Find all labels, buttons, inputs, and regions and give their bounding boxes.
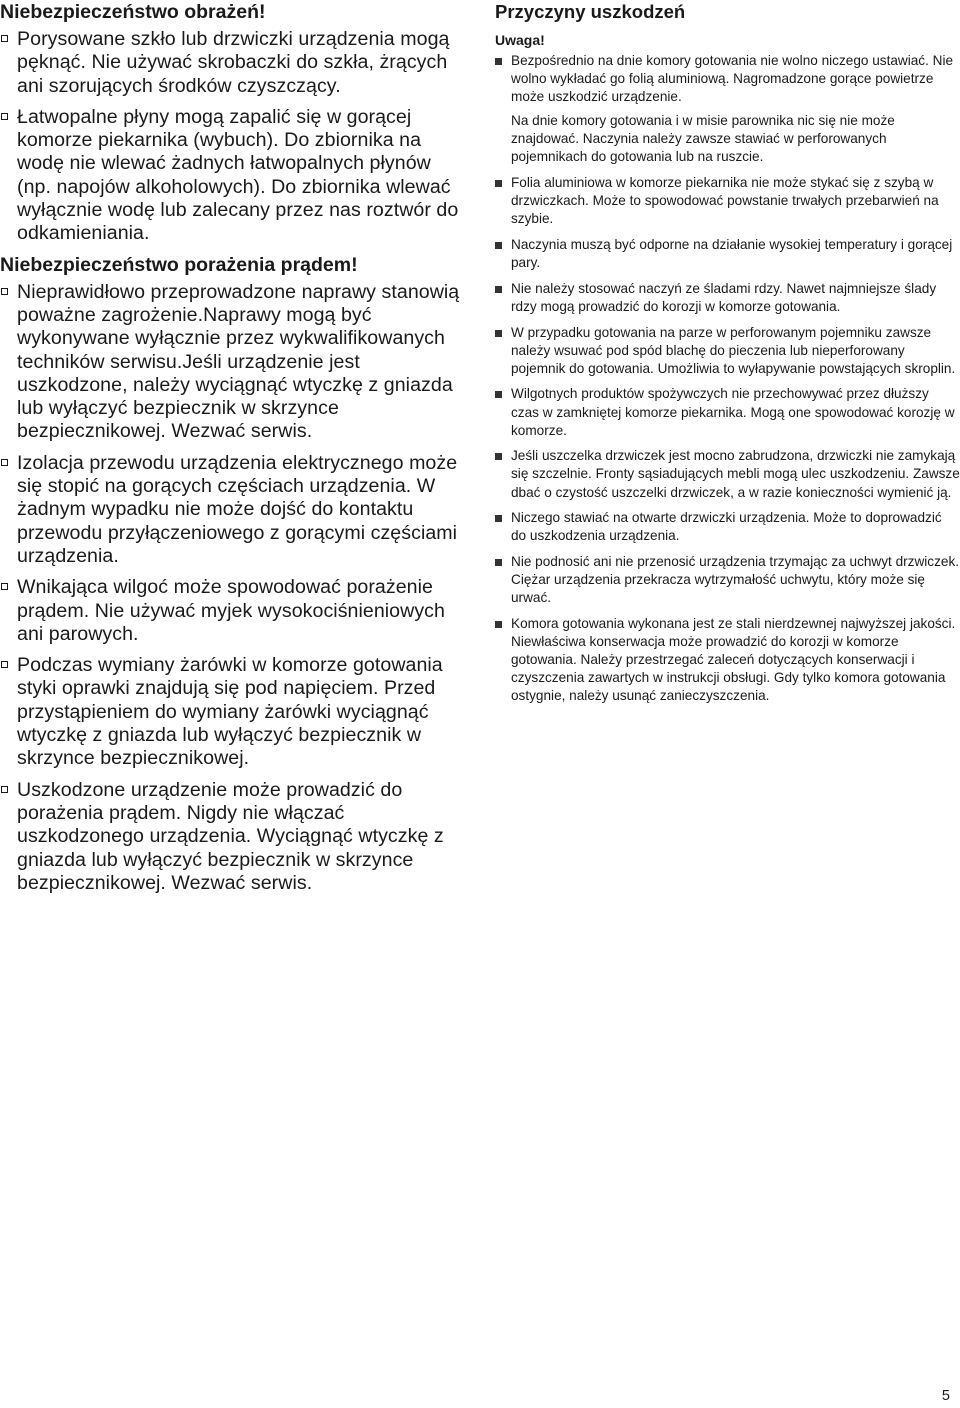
square-bullet-icon [495,391,502,398]
square-bullet-icon [495,286,502,293]
square-bullet-icon [1,113,8,120]
heading-injury-hazard: Niebezpieczeństwo obrażeń! [0,1,266,23]
list-item: Wnikająca wilgoć może spowodować porażenie prądem. Nie używać myjek wysokociśnieniowych ani parowych. [0,576,468,646]
page-number: 5 [941,1388,950,1404]
list-item: Nie podnosić ani nie przenosić urządzenia trzymając za uchwyt drzwiczek. Ciężar urządzenia przekracza wytrzymałość uchwytu, który może się urwać. [495,553,960,607]
list-item: Uszkodzone urządzenie może prowadzić do porażenia prądem. Nigdy nie włączać uszkodzonego urządzenia. Wyciągnąć wtyczkę z gniazda lub wyłączyć bezpiecznik w skrzynce bezpiecznikowej. Wezwać serwis. [0,779,468,895]
list-item: Porysowane szkło lub drzwiczki urządzenia mogą pęknąć. Nie używać skrobaczki do szkła, żrących ani szorujących środków czyszczący. [0,28,468,98]
square-bullet-icon [1,786,8,793]
injury-hazard-list [0,28,468,246]
list-item: Izolacja przewodu urządzenia elektrycznego może się stopić na gorących częściach urządzenia. W żadnym wypadku nie może dojść do kontaktu przewodu przyłączeniowego z gorącymi częściami urządzenia. [0,452,468,568]
list-item: Folia aluminiowa w komorze piekarnika nie może stykać się z szybą w drzwiczkach. Może to spowodować powstanie trwałych przebarwień na szybie. [495,174,960,228]
list-item: Wilgotnych produktów spożywczych nie przechowywać przez dłuższy czas w zamkniętej komorze piekarnika. Mogą one spowodować korozję w komorze. [495,385,960,439]
square-bullet-icon [495,180,502,187]
square-bullet-icon [495,330,502,337]
square-bullet-icon [1,35,8,42]
heading-damage-causes: Przyczyny uszkodzeń [495,1,686,22]
damage-causes-list [495,52,960,705]
square-bullet-icon [1,661,8,668]
square-bullet-icon [495,58,502,65]
list-item: Bezpośrednio na dnie komory gotowania nie wolno niczego ustawiać. Nie wolno wykładać go folią aluminiową. Nagromadzone gorące powietrze może uszkodzić urządzenie. Na dnie komory gotowania i w misie parownika nic się nie może znajdować. Naczynia należy zawsze stawiać w perforowanych pojemnikach do gotowania lub na ruszcie. [495,52,960,167]
list-item: Podczas wymiany żarówki w komorze gotowania styki oprawki znajdują się pod napięciem. Przed przystąpieniem do wymiany żarówki wyciągnąć wtyczkę z gniazda lub wyłączyć bezpiecznik w skrzynce bezpiecznikowej. [0,654,468,770]
electric-shock-list [0,281,468,895]
list-item: Nieprawidłowo przeprowadzone naprawy stanowią poważne zagrożenie.Naprawy mogą być wykonywane wyłącznie przez wykwalifikowanych techników serwisu.Jeśli urządzenie jest uszkodzone, należy wyciągnąć wtyczkę z gniazda lub wyłączyć bezpiecznik w skrzynce bezpiecznikowej. Wezwać serwis. [0,281,468,444]
right-column [495,0,960,713]
warning-label: Uwaga! [495,32,545,48]
square-bullet-icon [495,621,502,628]
square-bullet-icon [1,583,8,590]
square-bullet-icon [1,288,8,295]
list-item: Łatwopalne płyny mogą zapalić się w gorącej komorze piekarnika (wybuch). Do zbiornika na wodę nie wlewać żadnych łatwopalnych płynów (np. napojów alkoholowych). Do zbiornika wlewać wyłącznie wodę lub zalecany przez nas roztwór do odkamieniania. [0,106,468,246]
list-item: Komora gotowania wykonana jest ze stali nierdzewnej najwyższej jakości. Niewłaściwa konserwacja może prowadzić do korozji w komorze gotowania. Należy przestrzegać zaleceń dotyczących konserwacji i czyszczenia zawartych w instrukcji obsługi. Gdy tylko komora gotowania ostygnie, należy usunąć zanieczyszczenia. [495,615,960,705]
list-item: Jeśli uszczelka drzwiczek jest mocno zabrudzona, drzwiczki nie zamykają się szczelnie. Fronty sąsiadujących mebli mogą ulec uszkodzeniu. Zawsze dbać o czystość uszczelki drzwiczek, a w razie konieczności wymienić ją. [495,447,960,501]
square-bullet-icon [495,453,502,460]
list-item: Naczynia muszą być odporne na działanie wysokiej temperatury i gorącej pary. [495,236,960,272]
list-item: Nie należy stosować naczyń ze śladami rdzy. Nawet najmniejsze ślady rdzy mogą prowadzić do korozji w komorze gotowania. [495,280,960,316]
list-item: W przypadku gotowania na parze w perforowanym pojemniku zawsze należy wsuwać pod spód blachę do pieczenia lub nieperforowany pojemnik do gotowania. Umożliwia to wyłapywanie powstających skroplin. [495,324,960,378]
square-bullet-icon [495,559,502,566]
heading-electric-shock-hazard: Niebezpieczeństwo porażenia prądem! [0,253,358,276]
left-column [0,0,468,903]
square-bullet-icon [495,242,502,249]
list-item: Niczego stawiać na otwarte drzwiczki urządzenia. Może to doprowadzić do uszkodzenia urządzenia. [495,509,960,545]
square-bullet-icon [1,459,8,466]
square-bullet-icon [495,515,502,522]
